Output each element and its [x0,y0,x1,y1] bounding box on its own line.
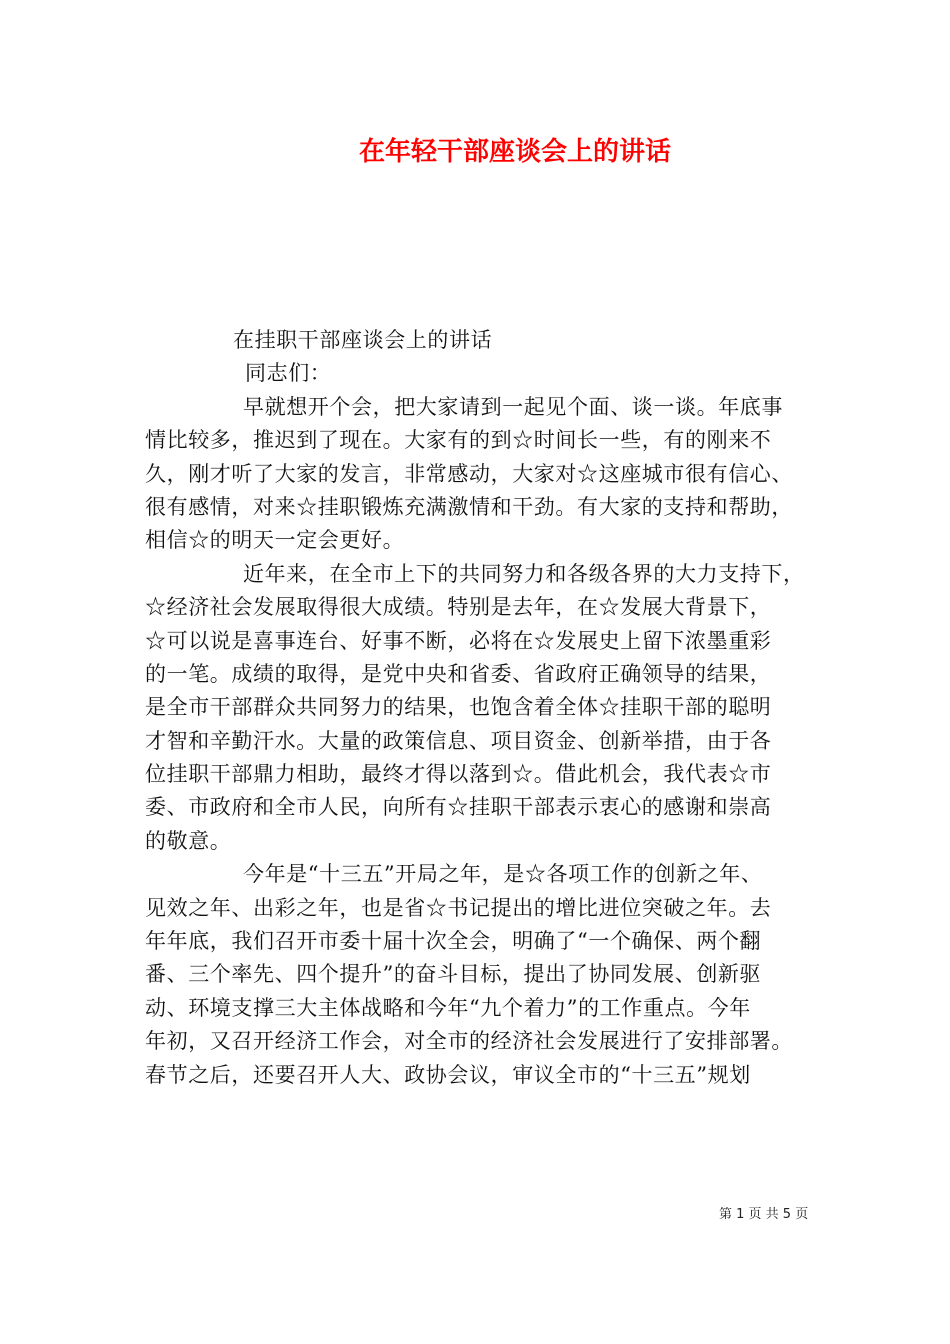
paragraph-line: 年年底，我们召开市委十届十次全会，明确了“一个确保、两个翻 [145,929,762,954]
paragraph-line: 年初，又召开经济工作会，对全市的经济社会发展进行了安排部署。 [145,1029,793,1054]
paragraph-line: ☆可以说是喜事连台、好事不断，必将在☆发展史上留下浓墨重彩 [145,628,772,653]
speech-subtitle: 在挂职干部座谈会上的讲话 [233,328,493,352]
paragraph-line: 近年来，在全市上下的共同努力和各级各界的大力支持下， [243,561,805,586]
paragraph-line: 的敬意。 [145,828,232,853]
paragraph-line: 动、环境支撑三大主体战略和今年“九个着力”的工作重点。今年 [145,995,751,1020]
paragraph-line: 才智和辛勤汗水。大量的政策信息、项目资金、创新举措，由于各 [145,728,772,753]
paragraph-line: 委、市政府和全市人民，向所有☆挂职干部表示衷心的感谢和崇高 [145,795,772,820]
page-indicator: 第 1 页 共 5 页 [719,1207,809,1222]
paragraph-line: 久，刚才听了大家的发言，非常感动，大家对☆这座城市很有信心、 [145,461,793,486]
paragraph-3 [145,858,810,1092]
document-body [145,324,810,1092]
paragraph-line: 的一笔。成绩的取得，是党中央和省委、省政府正确领导的结果， [145,661,772,686]
paragraph-1 [145,391,810,558]
paragraph-line: 今年是“十三五”开局之年，是☆各项工作的创新之年、 [243,862,763,887]
paragraph-line: 位挂职干部鼎力相助，最终才得以落到☆。借此机会，我代表☆市 [145,762,772,787]
paragraph-line: ☆经济社会发展取得很大成绩。特别是去年，在☆发展大背景下， [145,595,772,620]
paragraph-line: 相信☆的明天一定会更好。 [145,528,405,553]
paragraph-line: 春节之后，还要召开人大、政协会议，审议全市的“十三五”规划 [145,1062,751,1087]
paragraph-line: 见效之年、出彩之年，也是省☆书记提出的增比进位突破之年。去 [145,895,772,920]
greeting: 同志们： [245,361,332,386]
paragraph-line: 是全市干部群众共同努力的结果，也饱含着全体☆挂职干部的聪明 [145,695,772,720]
paragraph-2 [145,558,810,859]
paragraph-line: 番、三个率先、四个提升”的奋斗目标，提出了协同发展、创新驱 [145,962,762,987]
paragraph-line: 很有感情，对来☆挂职锻炼充满激情和干劲。有大家的支持和帮助， [145,494,793,519]
paragraph-line: 早就想开个会，把大家请到一起见个面、谈一谈。年底事 [243,394,783,419]
document-title: 在年轻干部座谈会上的讲话 [358,137,671,167]
paragraph-line: 情比较多，推迟到了现在。大家有的到☆时间长一些，有的刚来不 [145,428,772,453]
